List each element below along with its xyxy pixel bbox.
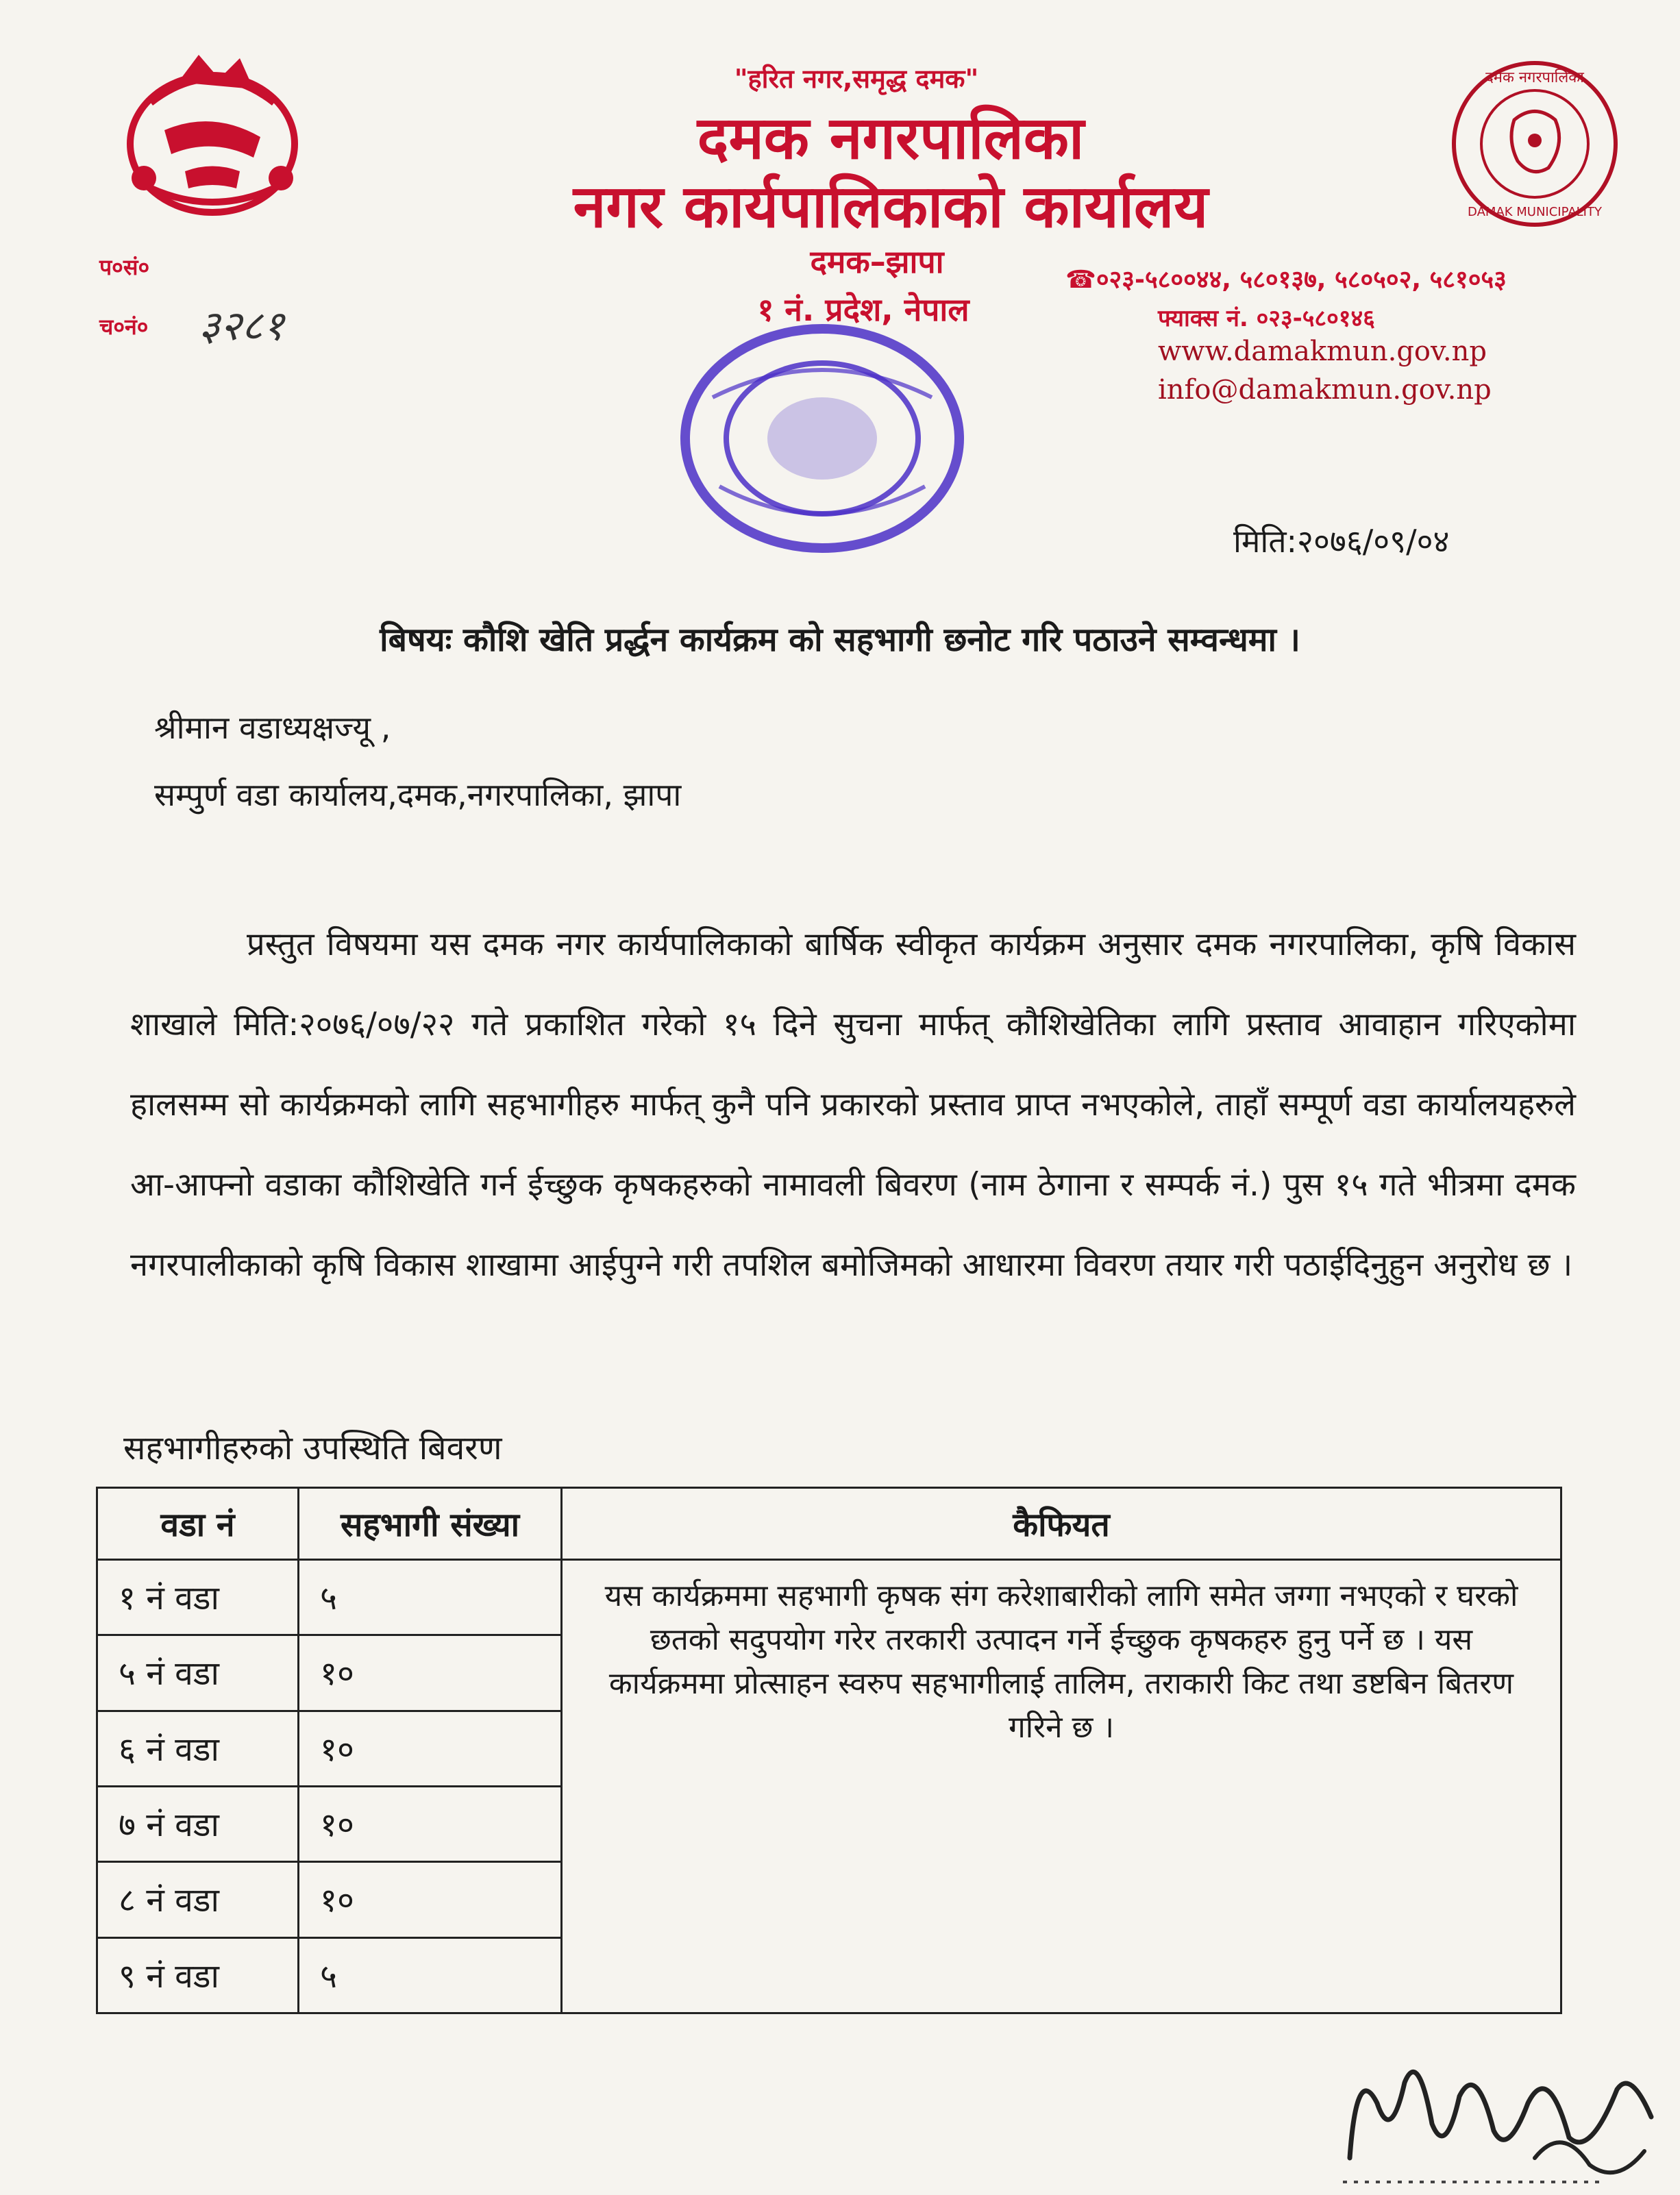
office-name: नगर कार्यपालिकाको कार्यालय — [573, 173, 1209, 241]
header-count: सहभागी संख्या — [299, 1488, 562, 1560]
ward-cell: ९ नं वडा — [97, 1937, 299, 2013]
ward-cell: ५ नं वडा — [97, 1635, 299, 1711]
fax-number: फ्याक्स नं. ०२३-५८०१४६ — [1158, 305, 1375, 332]
letter-subject: बिषयः कौशि खेति प्रर्द्धन कार्यक्रम को सहभागी छनोट गरि पठाउने सम्वन्धमा । — [380, 621, 1300, 659]
address-line-1: दमक–झापा — [810, 243, 944, 280]
recipient-address: सम्पुर्ण वडा कार्यालय,दमक,नगरपालिका, झापा — [154, 776, 682, 813]
table-title: सहभागीहरुको उपस्थिति बिवरण — [123, 1429, 502, 1467]
count-cell: ५ — [299, 1560, 562, 1635]
chalan-number-label: च०नं० — [99, 314, 149, 340]
nepal-emblem-icon — [103, 41, 322, 233]
table-header-row — [97, 1488, 1561, 1560]
phone-numbers: ☎०२३-५८००४४, ५८०१३७, ५८०५०२, ५८१०५३ — [1065, 266, 1507, 294]
count-cell: १० — [299, 1786, 562, 1861]
ward-cell: ७ नं वडा — [97, 1786, 299, 1861]
table-row — [97, 1560, 1561, 1635]
letter-body: प्रस्तुत विषयमा यस दमक नगर कार्यपालिकाको बार्षिक स्वीकृत कार्यक्रम अनुसार दमक नगरपालिका, कृषि विकास शाखाले मिति:२०७६/०७/२२ गते प्रकाशित गरेको १५ दिने सुचना मार्फत् कौशिखेतिका लागि प्रस्ताव आवाहान गरिएकोमा हालसम्म सो कार्यक्रमको लागि सहभागीहरु मार्फत् कुनै पनि प्रकारको प्रस्ताव प्राप्त नभएकोले, ताहाँ सम्पूर्ण वडा कार्यालयहरुले आ-आफ्नो वडाका कौशिखेति गर्न ईच्छुक कृषकहरुको नामावली बिवरण (नाम ठेगाना र सम्पर्क नं.) पुस १५ गते भीत्रमा दमक नगरपालीकाको कृषि विकास शाखामा आईपुग्ने गरी तपशिल बमोजिमको आधारमा विवरण तयार गरी पठाईदिनुहुन अनुरोध छ । — [130, 926, 1576, 1284]
remark-cell: यस कार्यक्रममा सहभागी कृषक संग करेशाबारीको लागि समेत जग्गा नभएको र घरको छतको सदुपयोग गरेर तरकारी उत्पादन गर्ने ईच्छुक कृषकहरु हुनु पर्ने छ । यस कार्यक्रममा प्रोत्साहन स्वरुप सहभागीलाई तालिम, तराकारी किट तथा डष्टबिन बितरण गरिने छ । — [562, 1560, 1561, 2013]
svg-text:DAMAK MUNICIPALITY: DAMAK MUNICIPALITY — [1468, 205, 1602, 219]
website-link[interactable]: www.damakmun.gov.np — [1158, 336, 1487, 367]
count-cell: ५ — [299, 1937, 562, 2013]
ward-cell: ८ नं वडा — [97, 1862, 299, 1937]
count-cell: १० — [299, 1711, 562, 1786]
signature-icon — [1329, 2021, 1672, 2192]
ward-cell: १ नं वडा — [97, 1560, 299, 1635]
address-line-2: १ नं. प्रदेश, नेपाल — [757, 291, 969, 328]
count-cell: १० — [299, 1862, 562, 1937]
ward-cell: ६ नं वडा — [97, 1711, 299, 1786]
municipality-seal-icon — [1446, 55, 1624, 233]
letter-date: मिति:२०७६/०९/०४ — [1233, 523, 1450, 560]
chalan-number-value: ३२८१ — [199, 302, 284, 350]
recipient-salutation: श्रीमान वडाध्यक्षज्यू , — [154, 709, 391, 746]
count-cell: १० — [299, 1635, 562, 1711]
header-ward: वडा नं — [97, 1488, 299, 1560]
office-stamp-icon — [671, 315, 973, 562]
slogan: "हरित नगर,समृद्ध दमक" — [734, 64, 979, 94]
header-remark: कैफियत — [562, 1488, 1561, 1560]
attendance-table — [96, 1487, 1562, 2014]
municipality-name: दमक नगरपालिका — [697, 104, 1085, 173]
svg-text:दमक नगरपालिका: दमक नगरपालिका — [1485, 69, 1584, 86]
patra-sankhya-label: प०सं० — [99, 254, 150, 280]
email-link[interactable]: info@damakmun.gov.np — [1158, 374, 1492, 406]
